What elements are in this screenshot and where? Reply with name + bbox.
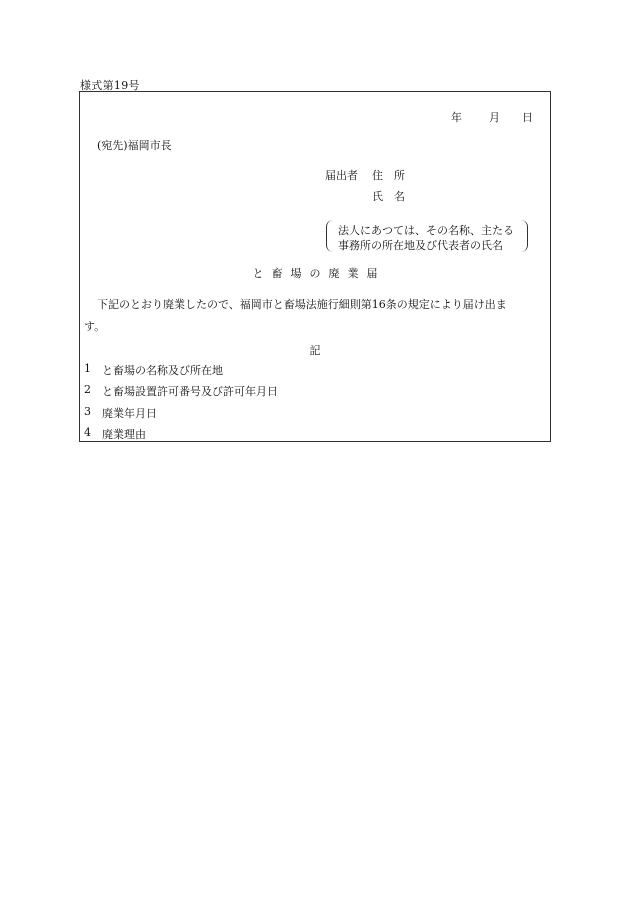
item-number: 4 <box>84 426 91 439</box>
body-text-line2: す。 <box>84 320 106 333</box>
document-title: と畜場の廃業届 <box>252 267 386 280</box>
date-year-label: 年 <box>451 111 462 124</box>
list-item: 廃業年月日 <box>102 407 157 420</box>
corporate-note-line2: 事務所の所在地及び代表者の氏名 <box>338 239 503 252</box>
address-label: 住 所 <box>372 169 405 182</box>
date-day-label: 日 <box>522 111 533 124</box>
name-label: 氏 名 <box>372 190 405 203</box>
ki-heading: 記 <box>309 344 321 357</box>
body-text-line1: 下記のとおり廃業したので、福岡市と畜場法施行細則第16条の規定により届け出ま <box>97 298 507 311</box>
list-item: 廃業理由 <box>102 428 146 441</box>
addressee: (宛先)福岡市長 <box>97 139 172 152</box>
form-number: 様式第19号 <box>80 79 140 92</box>
item-number: 2 <box>84 383 91 396</box>
item-number: 3 <box>84 405 91 418</box>
date-month-label: 月 <box>489 111 500 124</box>
notifier-label: 届出者 <box>325 169 358 182</box>
corporate-note-line1: 法人にあつては、その名称、主たる <box>338 224 514 237</box>
list-item: と畜場設置許可番号及び許可年月日 <box>102 385 278 398</box>
list-item: と畜場の名称及び所在地 <box>102 364 223 377</box>
item-number: 1 <box>84 362 91 375</box>
notification-form <box>79 91 551 442</box>
